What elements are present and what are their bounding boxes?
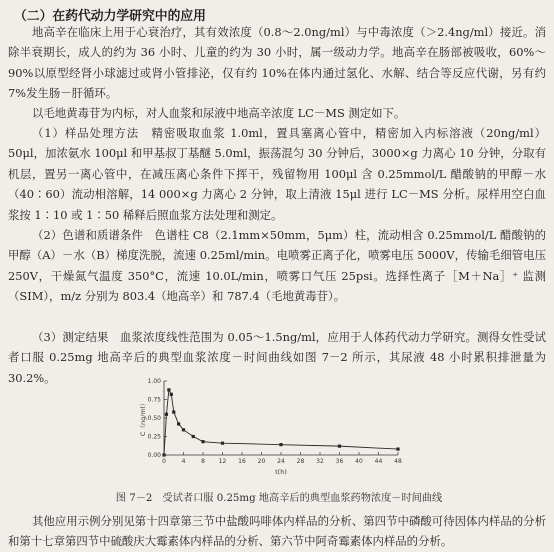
x-tick-label: 36 <box>335 458 344 465</box>
x-tick-label: 40 <box>355 458 363 465</box>
figure-caption: 图 7－2 受试者口服 0.25mg 地高辛后的典型血浆药物浓度－时间曲线 <box>115 493 443 504</box>
data-point <box>162 453 165 456</box>
paragraph-method-basis: 以毛地黄毒苷为内标，对人血浆和尿液中地高辛浓度 LC－MS 测定如下。 <box>32 106 406 120</box>
x-tick-label: 48 <box>394 458 402 465</box>
x-tick-label: 0 <box>162 458 166 465</box>
x-tick-label: 24 <box>277 458 285 465</box>
data-point <box>167 388 170 391</box>
data-point <box>338 445 341 448</box>
y-tick-label: 0.75 <box>147 396 161 404</box>
concentration-time-chart <box>128 375 428 487</box>
y-tick-label: 0.25 <box>147 433 161 441</box>
y-axis-label: C（ng/ml） <box>139 399 147 437</box>
data-point <box>165 413 168 416</box>
x-tick-label: 44 <box>374 458 383 465</box>
data-point <box>396 447 399 450</box>
data-point <box>279 443 282 446</box>
paragraph-other-examples: 其他应用示例分别见第十四章第三节中盐酸吗啡体内样品的分析、第四节中磷酸可待因体内样品的分析和第十七章第四节中硫酸庆大霉素体内样品的分析、第六节中阿奇霉素体内样品的分析。 <box>8 514 546 549</box>
x-tick-label: 4 <box>181 458 186 465</box>
x-tick-label: 32 <box>316 458 324 465</box>
x-tick-label: 16 <box>238 458 246 465</box>
y-tick-label: 1.00 <box>147 378 161 385</box>
x-tick-label: 8 <box>201 458 205 465</box>
data-point <box>192 435 195 438</box>
paragraph-results: （3）测定结果 血浆浓度线性范围为 0.05～1.5ng/ml，应用于人体药代动力学研究。测得女性受试者口服 0.25mg 地高辛后的典型血浆浓度－时间曲线如图 7－2 所示，其尿液 48 小时累积排泄量为 30.2%。 <box>8 330 546 385</box>
data-point <box>182 428 185 431</box>
x-tick-label: 12 <box>218 458 227 465</box>
data-point <box>170 393 173 396</box>
x-tick-label: 20 <box>257 458 266 465</box>
concentration-time-figure <box>128 375 428 487</box>
x-tick-label: 28 <box>296 458 305 465</box>
paragraph-intro: 地高辛在临床上用于心衰治疗，其有效浓度（0.8～2.0ng/ml）与中毒浓度（＞2.4ng/ml）接近。消除半衰期长，成人的约为 36 小时、儿童的约为 30 小时，属一级动力学。地高辛在肠部被吸收，60%～90%以原型经肾小球滤过或肾小管排泌，仅有约 10%在体内通过氢化、水解、结合等反应代谢，另有约 7%发生肠－肝循环。 <box>8 25 546 101</box>
paragraph-sample-prep: （1）样品处理方法 精密吸取血浆 1.0ml，置具塞离心管中，精密加入内标溶液（20ng/ml）50μl，加浓氨水 100μl 和甲基叔丁基醚 5.0ml，振荡混匀 30 分钟后，3000×g 力离心 10 分钟，分取有机层，置另一离心管中，在减压离心条件下挥干，残留物用 100μl 含 0.25mmol/L 醋酸钠的甲醇－水（40∶60）流动相溶解，14 000×g 力离心 2 分钟，取上清液 15μl 进行 LC－MS 分析。尿样用空白血浆按 1∶10 或 1∶50 稀释后照血浆方法处理和测定。 <box>8 126 546 222</box>
data-point <box>177 422 180 425</box>
y-tick-label: 0.00 <box>147 452 161 459</box>
data-point <box>172 410 175 413</box>
section-heading: （二）在药代动力学研究中的应用 <box>14 9 206 24</box>
paragraph-conditions: （2）色谱和质谱条件 色谱柱 C8（2.1mm×50mm，5μm）柱，流动相含 0.25mmol/L 醋酸钠的甲醇（A）－水（B）梯度洗脱，流速 0.25ml/min。电喷雾正离子化，喷雾电压 5000V，传输毛细管电压 250V，干燥氮气温度 350°C，流速 10.0L/min，喷雾口气压 25psi。选择性离子［M＋Na］⁺ 监测（SIM），m/z 分别为 803.4（地高辛）和 787.4（毛地黄毒苷）。 <box>8 228 546 304</box>
y-tick-label: 0.50 <box>147 415 161 422</box>
x-axis-label: t(h) <box>275 468 287 476</box>
data-point <box>221 442 224 445</box>
data-point <box>201 440 204 443</box>
